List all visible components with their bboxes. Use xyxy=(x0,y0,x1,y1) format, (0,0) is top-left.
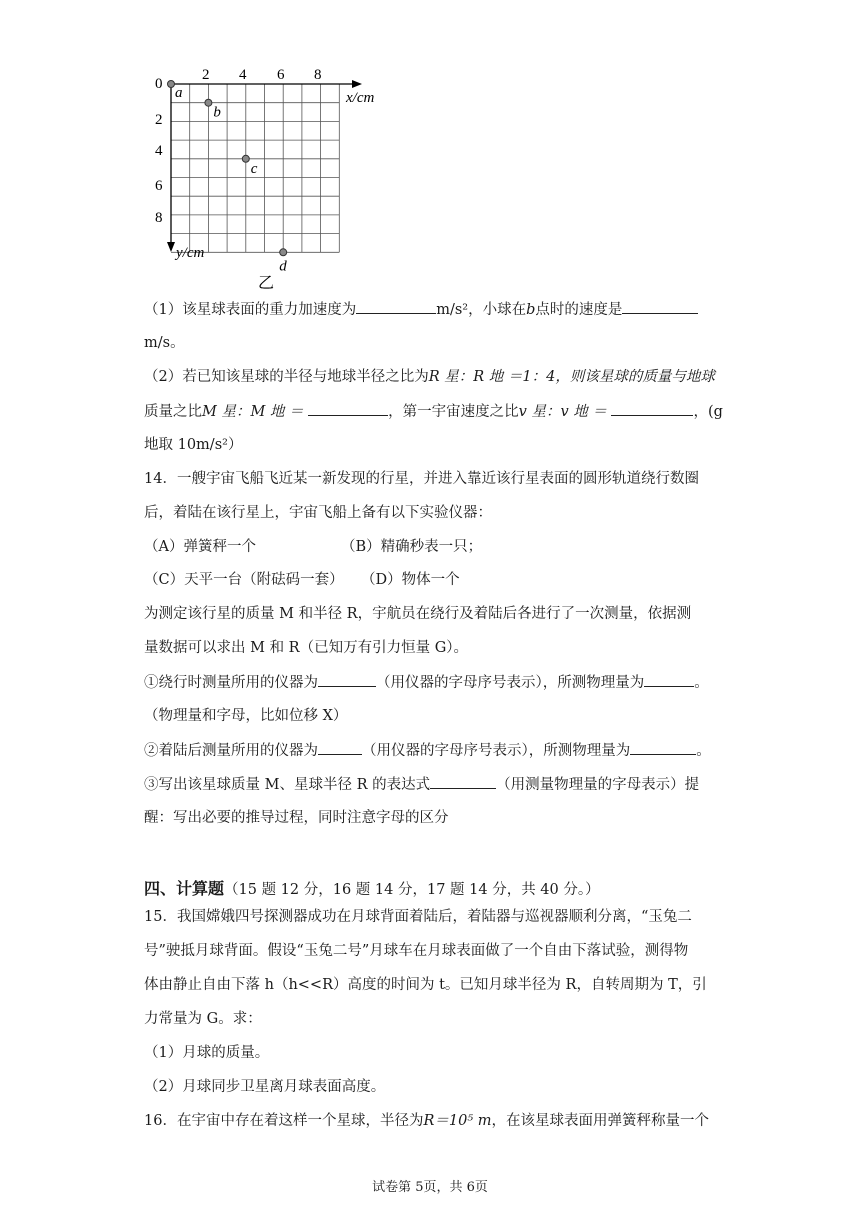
answer-blank-vb[interactable] xyxy=(622,299,698,314)
section4-heading: 四、计算题（15 题 12 分，16 题 14 分，17 题 14 分，共 40 分。） xyxy=(144,879,600,898)
x-tick-8: 8 xyxy=(314,67,322,83)
q14-line2: 后，着陆在该行星上，宇宙飞船上备有以下实验仪器： xyxy=(144,505,492,521)
y-axis-arrow-icon xyxy=(167,242,175,252)
answer-blank-landing-quantity[interactable] xyxy=(630,740,696,755)
q15-part1: （1）月球的质量。 xyxy=(144,1045,270,1061)
q15-line1: 15．我国嫦娥四号探测器成功在月球背面着陆后，着陆器与巡视器顺利分离，“玉兔二 xyxy=(144,909,692,925)
q14-line1: 14．一艘宇宙飞船飞近某一新发现的行星，并进入靠近该行星表面的圆形轨道绕行数圈 xyxy=(144,471,699,487)
y-tick-2: 2 xyxy=(155,112,163,128)
x-tick-2: 2 xyxy=(202,67,210,83)
q13-part2-line2: 质量之比M 星：M 地 ＝ ，第一宇宙速度之比v 星：v 地 ＝ ，(g xyxy=(144,401,723,422)
point-label-d: d xyxy=(279,258,287,275)
option-d: （D）物体一个 xyxy=(361,572,460,588)
origin-label: 0 xyxy=(155,76,163,92)
q15-line4: 力常量为 G。求： xyxy=(144,1011,262,1027)
q14-options-row1 xyxy=(144,537,483,557)
q14-line6: 量数据可以求出 M 和 R（已知万有引力恒量 G）。 xyxy=(144,640,469,656)
point-label-a: a xyxy=(175,85,183,101)
x-axis-arrow-icon xyxy=(352,80,362,88)
grid-figure xyxy=(150,62,410,292)
page-footer: 试卷第 5页，共 6页 xyxy=(372,1180,488,1195)
y-tick-6: 6 xyxy=(155,178,163,194)
q15-part2: （2）月球同步卫星离月球表面高度。 xyxy=(144,1079,386,1095)
q14-line5: 为测定该行星的质量 M 和半径 R，宇航员在绕行及着陆后各进行了一次测量，依据测 xyxy=(144,606,692,622)
x-tick-6: 6 xyxy=(277,67,285,83)
x-axis-label: x/cm xyxy=(346,90,375,106)
point-label-c: c xyxy=(250,160,258,177)
y-tick-4: 4 xyxy=(155,143,163,159)
grid-figure-svg xyxy=(150,62,410,292)
q15-line2: 号”驶抵月球背面。假设“玉兔二号”月球车在月球表面做了一个自由下落试验，测得物 xyxy=(144,943,689,959)
q14-step1: ①绕行时测量所用的仪器为 （用仪器的字母序号表示），所测物理量为 。 xyxy=(144,672,709,693)
answer-blank-velocity-ratio[interactable] xyxy=(611,401,693,416)
x-tick-4: 4 xyxy=(239,67,247,83)
point-label-b: b xyxy=(213,104,221,121)
option-c: （C）天平一台（附砝码一套） xyxy=(144,572,344,588)
point-d xyxy=(280,249,287,256)
q14-step3: ③写出该星球质量 M、星球半径 R 的表达式 （用测量物理量的字母表示）提 xyxy=(144,774,699,795)
answer-blank-landing-instrument[interactable] xyxy=(318,740,362,755)
answer-blank-orbit-instrument[interactable] xyxy=(318,672,376,687)
answer-blank-orbit-quantity[interactable] xyxy=(644,672,694,687)
point-c xyxy=(242,155,249,162)
q13-part1-line1: （1）该星球表面的重力加速度为 m/s²，小球在b点时的速度是 xyxy=(144,299,698,320)
point-b xyxy=(205,99,212,106)
option-b: （B）精确秒表一只； xyxy=(341,539,483,555)
answer-blank-expression[interactable] xyxy=(430,774,496,789)
q14-step3-cont: 醒：写出必要的推导过程，同时注意字母的区分 xyxy=(144,810,449,826)
y-tick-8: 8 xyxy=(155,210,163,226)
q16-line1: 16．在宇宙中存在着这样一个星球，半径为R＝10⁵ m，在该星球表面用弹簧秤称量一个 xyxy=(144,1113,709,1129)
q14-step2: ②着陆后测量所用的仪器为 （用仪器的字母序号表示），所测物理量为 。 xyxy=(144,740,711,761)
option-a: （A）弹簧秤一个 xyxy=(144,539,256,555)
q14-options-row2 xyxy=(144,570,460,590)
point-a xyxy=(168,81,175,88)
q15-line3: 体由静止自由下落 h（h<<R）高度的时间为 t。已知月球半径为 R，自转周期为 T，引 xyxy=(144,977,707,993)
q13-part2-line3: 地取 10m/s²） xyxy=(144,437,243,453)
answer-blank-mass-ratio[interactable] xyxy=(308,401,388,416)
y-axis-label: y/cm xyxy=(176,245,205,261)
figure-caption: 乙 xyxy=(258,273,275,292)
q13-part2-line1: （2）若已知该星球的半径与地球半径之比为R 星：R 地 ＝1：4，则该星球的质量与地球 xyxy=(144,369,715,385)
q13-part1-line2: m/s。 xyxy=(144,335,185,351)
q14-step1-note: （物理量和字母，比如位移 X） xyxy=(144,708,348,724)
answer-blank-g[interactable] xyxy=(356,299,436,314)
